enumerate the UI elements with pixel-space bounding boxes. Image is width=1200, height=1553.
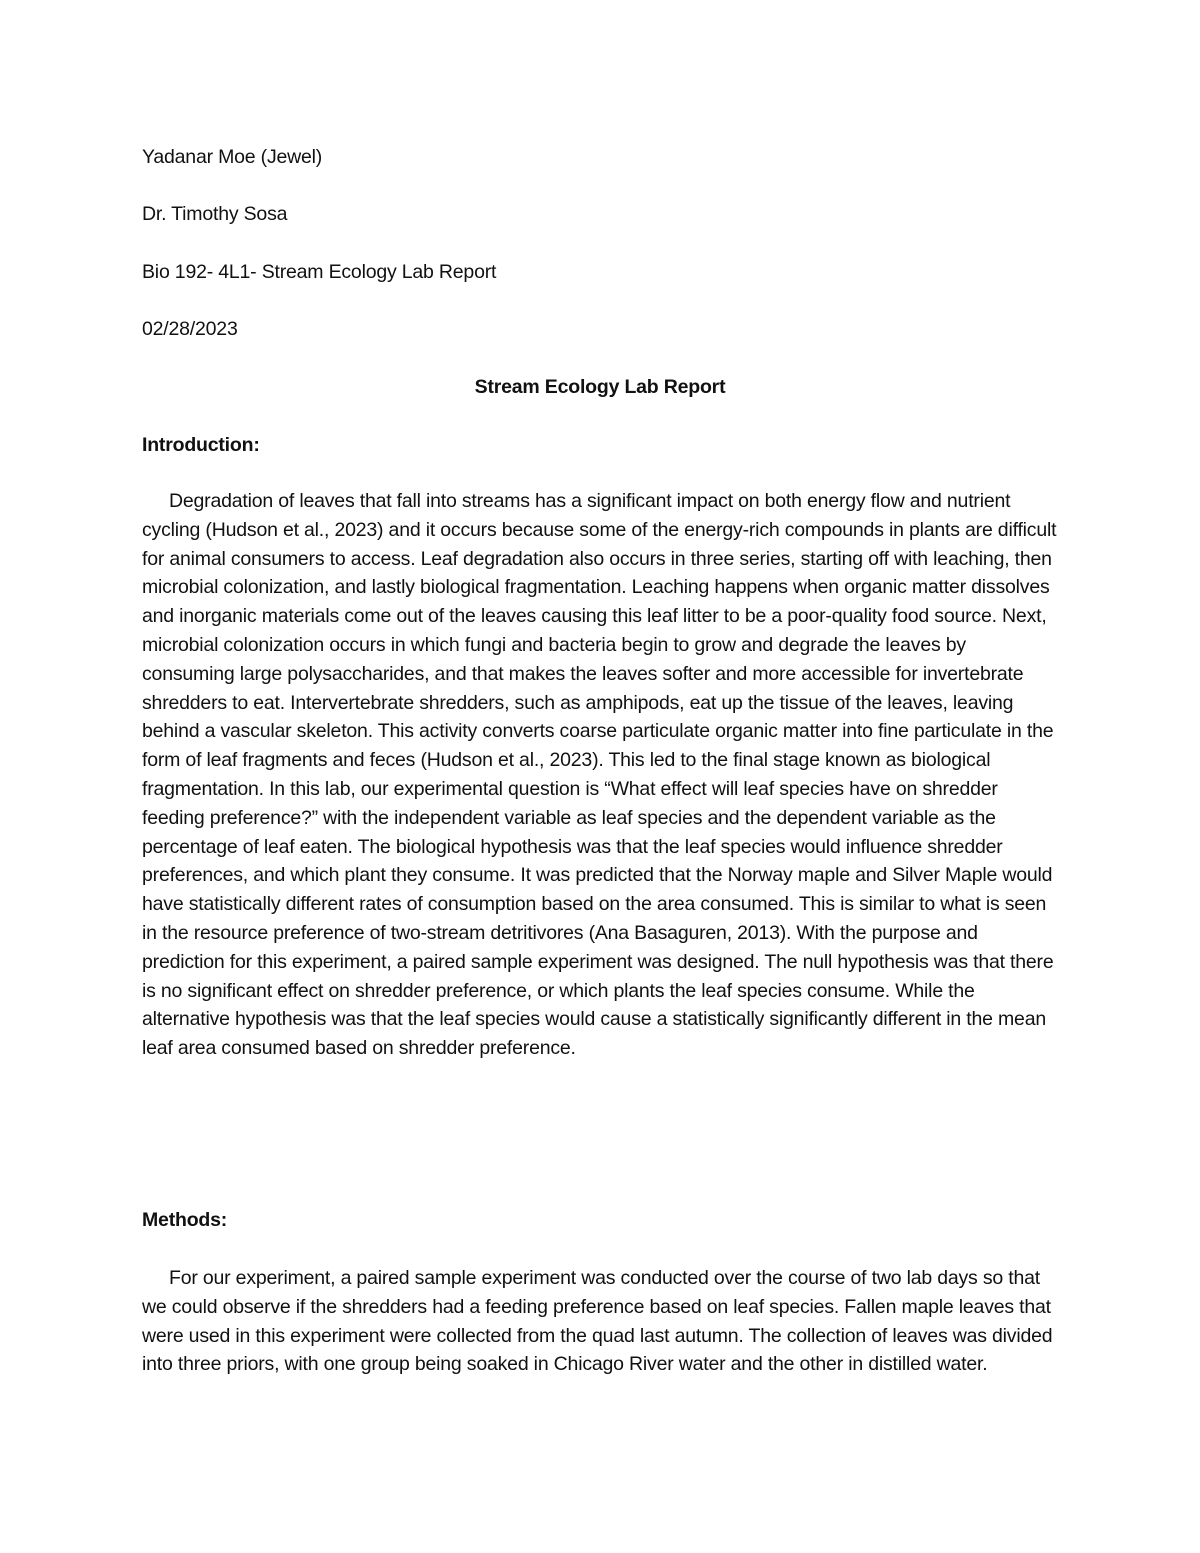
instructor-name: Dr. Timothy Sosa [142,203,288,225]
course-title: Bio 192- 4L1- Stream Ecology Lab Report [142,261,497,283]
student-name: Yadanar Moe (Jewel) [142,146,323,168]
introduction-paragraph: Degradation of leaves that fall into streams has a significant impact on both energy flow and nutrient cycling (Hudson et al., 2023) and it occurs because some of the energy-rich compounds in plants are difficult for animal consumers to access. Leaf degradation also occurs in three series, starting off with leaching, then microbial colonization, and lastly biological fragmentation. Leaching happens when organic matter dissolves and inorganic materials come out of the leaves causing this leaf litter to be a poor-quality food source. Next, microbial colonization occurs in which fungi and bacteria begin to grow and degrade the leaves by consuming large polysaccharides, and that makes the leaves softer and more accessible for invertebrate shredders to eat. Intervertebrate shredders, such as amphipods, eat up the tissue of the leaves, leaving behind a vascular skeleton. This activity converts coarse particulate organic matter into fine particulate in the form of leaf fragments and feces (Hudson et al., 2023). This led to the final stage known as biological fragmentation. In this lab, our experimental question is “What effect will leaf species have on shredder feeding preference?” with the independent variable as leaf species and the dependent variable as the percentage of leaf eaten. The biological hypothesis was that the leaf species would influence shredder preferences, and which plant they consume. It was predicted that the Norway maple and Silver Maple would have statistically different rates of consumption based on the area consumed. This is similar to what is seen in the resource preference of two-stream detritivores (Ana Basaguren, 2013). With the purpose and prediction for this experiment, a paired sample experiment was designed. The null hypothesis was that there is no significant effect on shredder preference, or which plants the leaf species consume. While the alternative hypothesis was that the leaf species would cause a statistically significantly different in the mean leaf area consumed based on shredder preference. [142,490,1057,1060]
methods-section [142,1264,1062,1379]
introduction-heading: Introduction: [142,434,260,456]
report-date: 02/28/2023 [142,318,238,340]
methods-paragraph: For our experiment, a paired sample experiment was conducted over the course of two lab days so that we could observe if the shredders had a feeding preference based on leaf species. Fallen maple leaves that were used in this experiment were collected from the quad last autumn. The collection of leaves was divided into three priors, with one group being soaked in Chicago River water and the other in distilled water. [142,1267,1053,1376]
methods-heading: Methods: [142,1209,228,1231]
introduction-section [142,487,1062,1063]
document-title: Stream Ecology Lab Report [474,376,726,398]
